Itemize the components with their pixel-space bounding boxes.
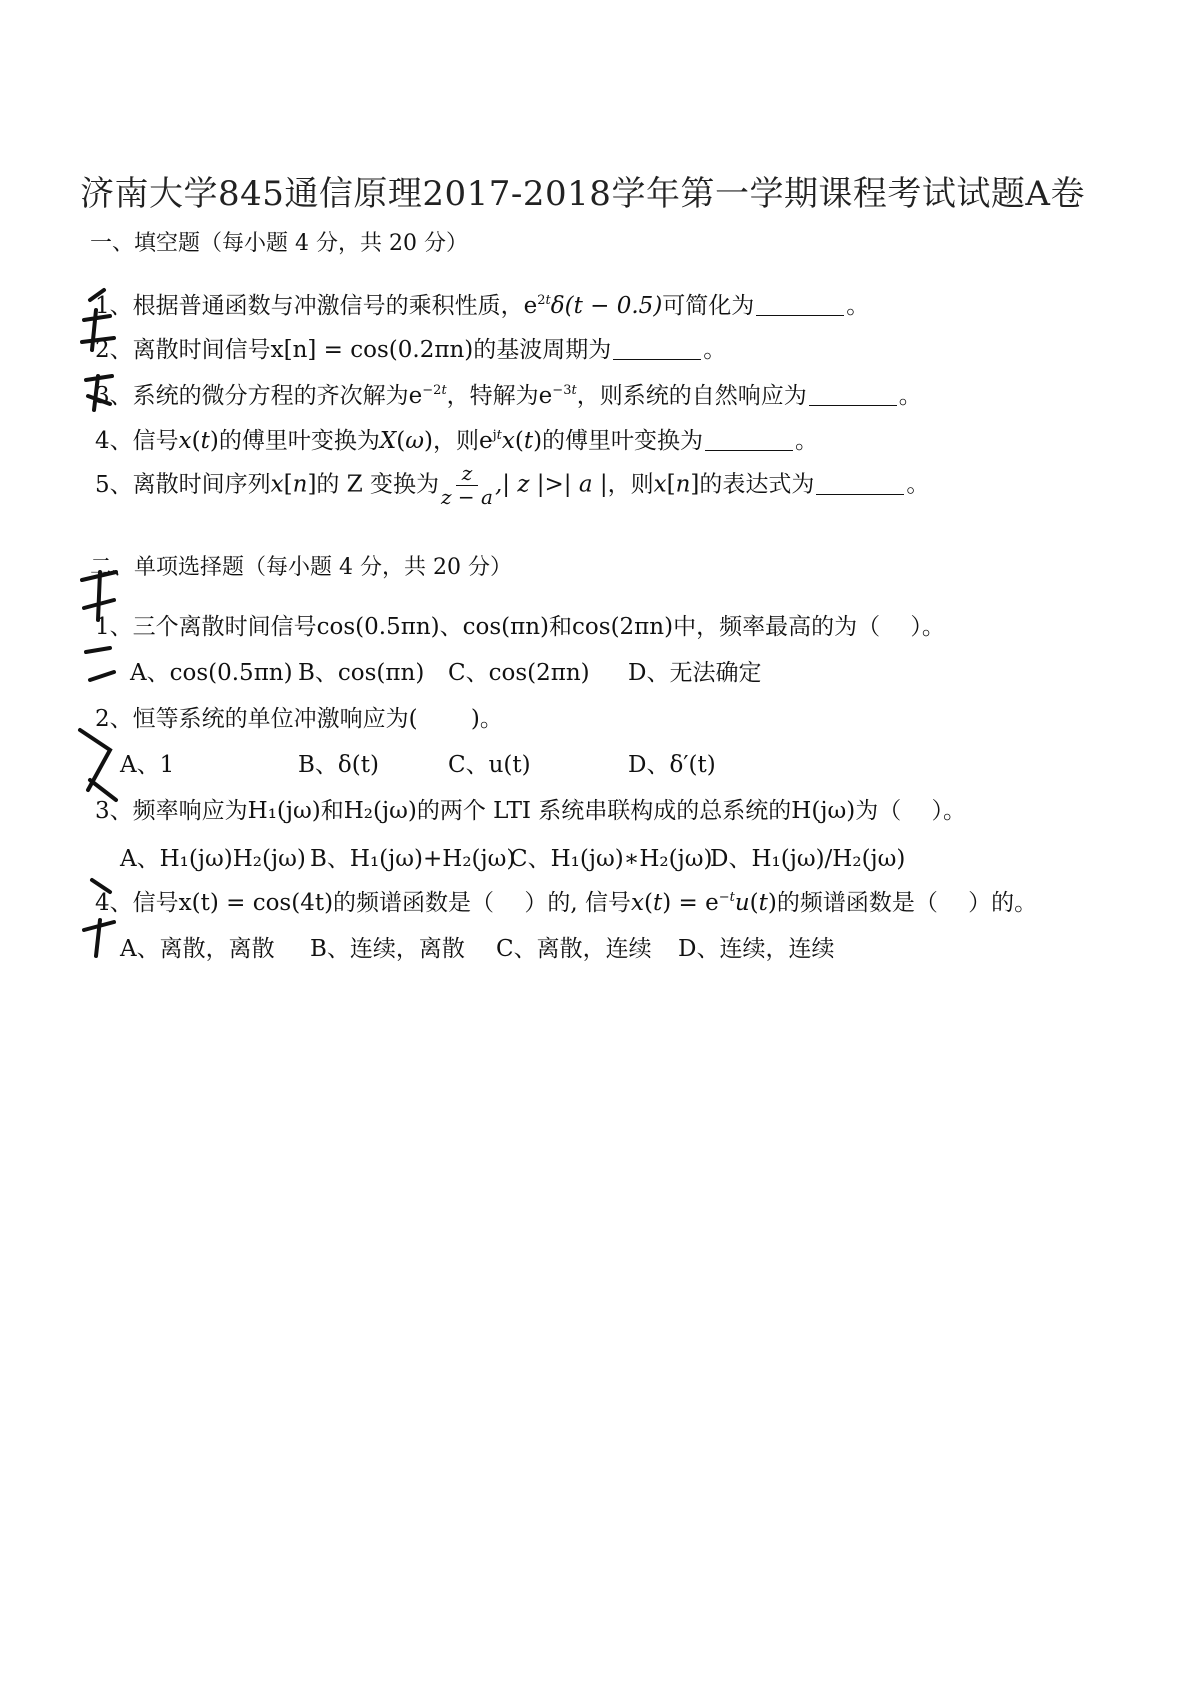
fill-question-1: 1、根据普通函数与冲激信号的乘积性质，$e^{2t}\delta(t - 0.5)$可简化为 。	[95, 293, 870, 319]
section1-heading	[90, 226, 468, 257]
answer-blank[interactable]	[705, 430, 793, 451]
option-b[interactable]: B、δ(t)	[298, 752, 379, 778]
q3-homogeneous-expr: $e^{-2t}$	[408, 383, 447, 409]
option-a[interactable]: A、离散，离散	[120, 936, 275, 962]
choice-question-4: 4、信号x(t) = cos(4t)的频谱函数是（ ）的, 信号$x(t) = e^{-t}u(t)$的频谱函数是（ ）的。	[95, 890, 1038, 916]
q3-particular-expr: $e^{-3t}$	[538, 383, 577, 409]
fill-question-5: 5、离散时间序列x[n]的 Z 变换为 $\frac{z}{z - a}$ ,| z |>| a |，则x[n]的表达式为 。	[95, 461, 930, 509]
option-c[interactable]: C、u(t)	[448, 752, 531, 778]
option-c[interactable]: C、离散，连续	[496, 936, 652, 962]
choice-question-2-options	[120, 746, 716, 779]
option-d[interactable]: D、连续，连续	[678, 936, 835, 962]
answer-blank[interactable]	[809, 385, 897, 406]
q4-signal-expr: $x(t) = e^{-t}u(t)$	[630, 890, 777, 916]
choice-question-1: 1、三个离散时间信号cos(0.5πn)、cos(πn)和cos(2πn)中，频率最高的为（ ）。	[95, 614, 945, 640]
choice-question-3: 3、频率响应为H₁(jω)和H₂(jω)的两个 LTI 系统串联构成的总系统的H(jω)为（ ）。	[95, 798, 967, 824]
z-transform-fraction: $\frac{z}{z - a}$	[441, 461, 493, 509]
fill-question-4: 4、信号x(t)的傅里叶变换为X(ω)，则$e^{jt}x(t)$的傅里叶变换为 。	[95, 428, 819, 454]
section2-heading: 二、单项选择题（每小题 4 分，共 20 分）	[90, 555, 512, 580]
option-d[interactable]: D、δ′(t)	[628, 752, 716, 778]
answer-blank[interactable]	[756, 295, 844, 316]
choice-question-2: 2、恒等系统的单位冲激响应为( )。	[95, 706, 503, 732]
option-c[interactable]: C、H₁(jω)∗H₂(jω)	[510, 846, 713, 872]
option-a[interactable]: A、cos(0.5πn)	[130, 660, 293, 686]
option-d[interactable]: D、无法确定	[628, 660, 762, 686]
fill-question-2: 2、离散时间信号x[n] = cos(0.2πn)的基波周期为 。	[95, 337, 727, 363]
q2-expr: x[n] = cos(0.2πn)	[270, 337, 474, 363]
q1-expr: $e^{2t}\delta(t - 0.5)$	[523, 293, 663, 319]
choice-question-4-options	[120, 930, 834, 963]
answer-blank[interactable]	[816, 474, 904, 495]
choice-question-1-options	[130, 654, 761, 687]
fill-question-3: 3、系统的微分方程的齐次解为$e^{-2t}$，特解为$e^{-3t}$，则系统的自然响应为 。	[95, 383, 922, 409]
option-c[interactable]: C、cos(2πn)	[448, 660, 590, 686]
option-d[interactable]: D、H₁(jω)/H₂(jω)	[710, 846, 906, 872]
option-b[interactable]: B、H₁(jω)+H₂(jω)	[310, 846, 516, 872]
section1-heading-text: 填空题（每小题 4 分，共 20 分）	[134, 231, 468, 256]
exam-title: 济南大学845通信原理2017-2018学年第一学期课程考试试题A卷	[80, 174, 1085, 214]
option-b[interactable]: B、连续，离散	[310, 936, 465, 962]
option-b[interactable]: B、cos(πn)	[298, 660, 425, 686]
q4-expr: $e^{jt}x(t)$	[478, 428, 543, 454]
handwritten-margin-marks	[70, 280, 130, 960]
section1-heading-prefix: 一、	[90, 231, 135, 256]
choice-question-3-options	[120, 840, 905, 873]
option-a[interactable]: A、H₁(jω)H₂(jω)	[120, 846, 306, 872]
option-a[interactable]: A、1	[120, 752, 175, 778]
answer-blank[interactable]	[613, 339, 701, 360]
